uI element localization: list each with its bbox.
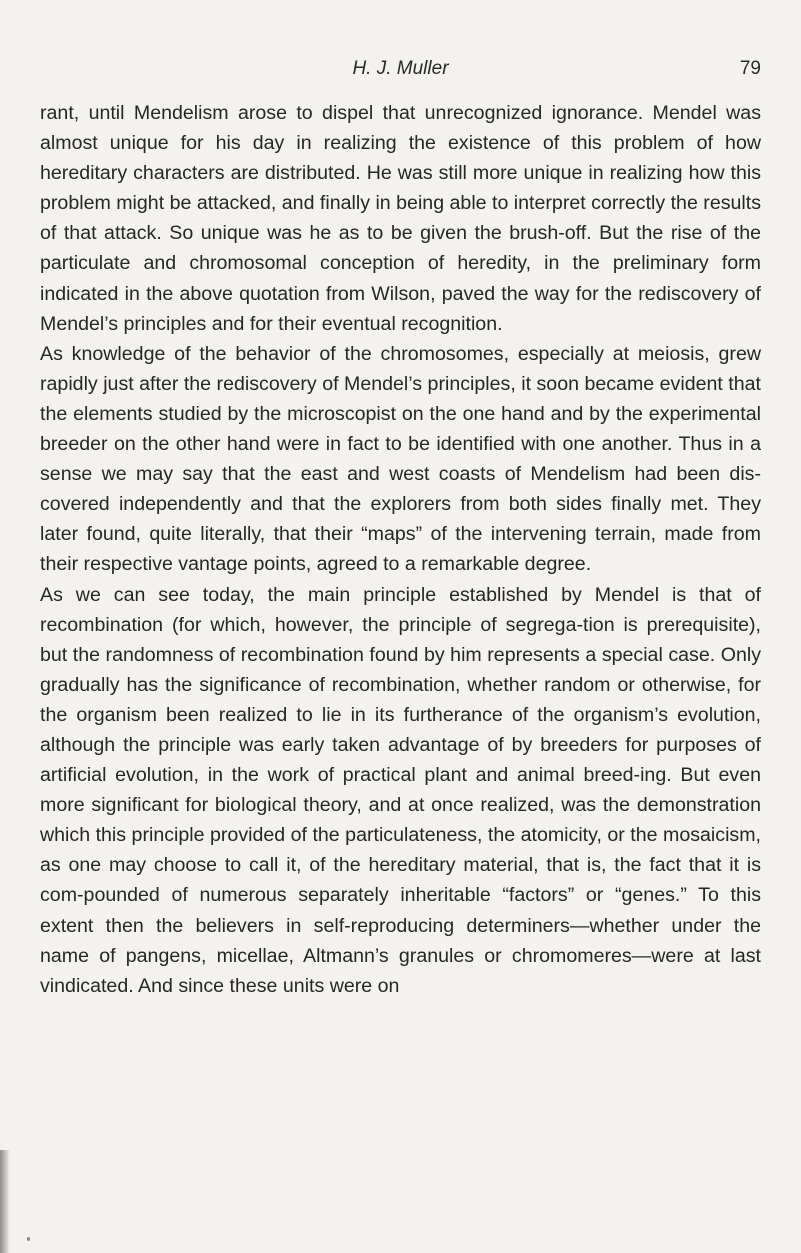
paper-speck	[27, 1237, 30, 1241]
running-head	[40, 58, 761, 84]
page-number: 79	[739, 58, 761, 79]
gutter-shadow	[0, 1150, 10, 1253]
paragraph: As we can see today, the main principle established by Mendel is that of recombination (for which, however, the principle of segrega-tion is prerequisite), but the randomness of recombination found by him represents a special case. Only gradually has the significance of recombination, whether random or otherwise, for the organism been realized to lie in its furtherance of the organism’s evolution, although the principle was early taken advantage of by breeders for purposes of artificial evolution, in the work of practical plant and animal breed-ing. But even more significant for biological theory, and at once realized, was the demonstration which this principle provided of the particulateness, the atomicity, or the mosaicism, as one may choose to call it, of the hereditary material, that is, the fact that it is com-pounded of numerous separately inheritable “factors” or “genes.” To this extent then the believers in self-reproducing determiners—whether under the name of pangens, micellae, Altmann’s granules or chromomeres—were at last vindicated. And since these units were on	[40, 583, 761, 997]
running-head-author: H. J. Muller	[352, 58, 449, 79]
paragraph: As knowledge of the behavior of the chromosomes, especially at meiosis, grew rapidly just after the rediscovery of Mendel’s principles, it soon became evident that the elements studied by the microscopist on the one hand and by the experimental breeder on the other hand were in fact to be identified with one another. Thus in a sense we may say that the east and west coasts of Mendelism had been dis-covered independently and that the explorers from both sides finally met. They later found, quite literally, that their “maps” of the intervening terrain, made from their respective vantage points, agreed to a remarkable degree.	[40, 342, 761, 576]
body-text	[40, 98, 761, 1001]
paragraph: rant, until Mendelism arose to dispel that unrecognized ignorance. Mendel was almost unique for his day in realizing the existence of this problem of how hereditary characters are distributed. He was still more unique in realizing how this problem might be attacked, and finally in being able to interpret correctly the results of that attack. So unique was he as to be given the brush-off. But the rise of the particulate and chromosomal conception of heredity, in the preliminary form indicated in the above quotation from Wilson, paved the way for the rediscovery of Mendel’s principles and for their eventual recognition.	[40, 102, 761, 335]
